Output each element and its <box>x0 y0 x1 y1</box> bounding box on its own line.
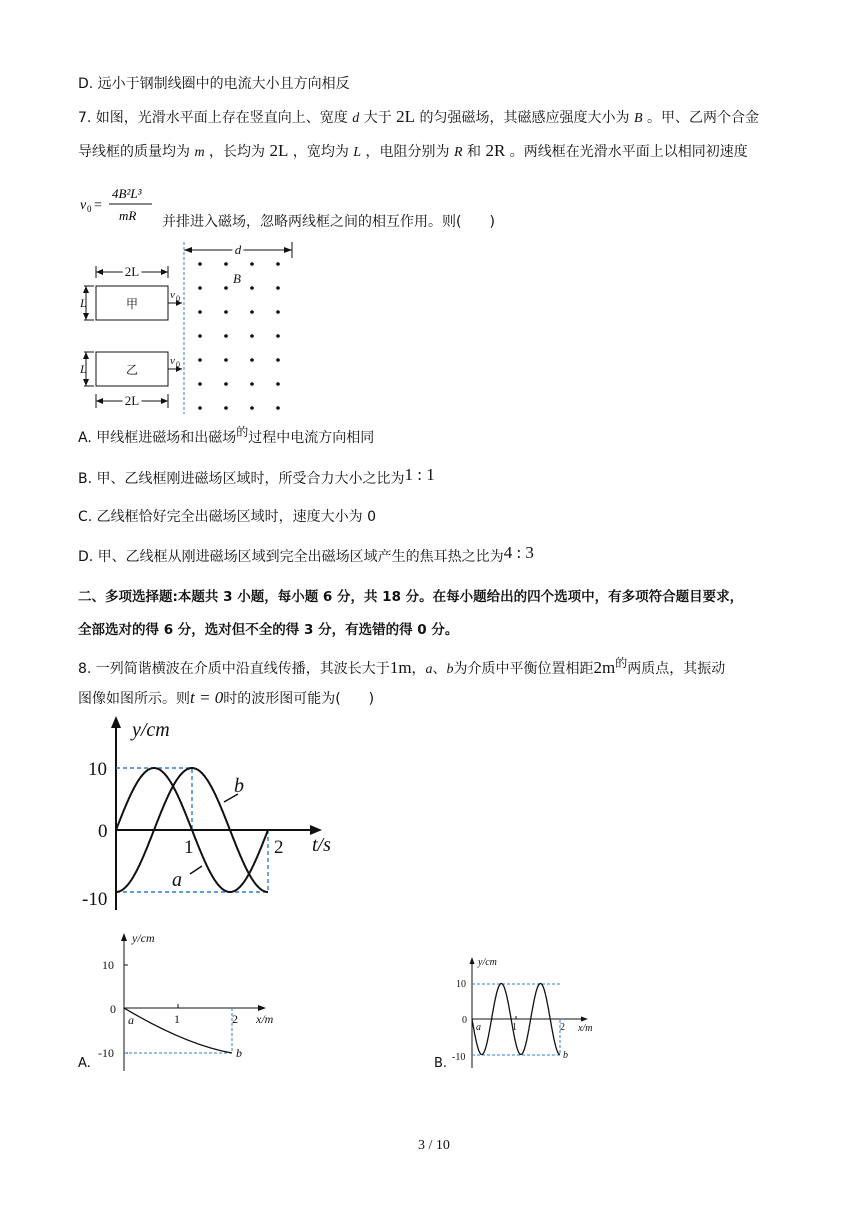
q8-math-2m: 2m <box>593 658 616 677</box>
q7-option-c: C. 乙线框恰好完全出磁场区域时，速度大小为 0 <box>78 509 377 525</box>
length-top-label: 2L <box>124 264 140 279</box>
field-dot <box>250 310 254 314</box>
section2-header-line2: 全部选对的得 6 分，选对但不全的得 3 分，有选错的得 0 分。 <box>78 622 459 638</box>
q7-text: ，宽均为 <box>292 144 349 160</box>
y-tick-0: 0 <box>98 821 108 842</box>
x-tick-1: 1 <box>184 837 194 858</box>
y-axis-label: y/cm <box>132 719 170 741</box>
q8-math-1m: 1m <box>389 658 412 677</box>
q7-var-L: L <box>353 145 362 160</box>
curve-a-label: a <box>172 869 182 891</box>
field-dot <box>224 262 228 266</box>
section2-header-line1: 二、多项选择题:本题共 3 小题，每小题 6 分，共 18 分。在每小题给出的四个选项中，有多项符合题目要求， <box>78 589 744 605</box>
point-a-label: a <box>476 1022 481 1033</box>
formula-numerator: 4B²L³ <box>112 186 142 201</box>
q7-option-a-text2: 过程中电流方向相同 <box>248 430 375 446</box>
q7-option-a <box>78 425 375 448</box>
field-dot <box>276 286 280 290</box>
y-tick-0: 0 <box>462 1015 467 1026</box>
q7-option-b-text: B. 甲、乙线框刚进磁场区域时，所受合力大小之比为 <box>78 471 405 487</box>
field-dot <box>224 406 228 410</box>
v0-label-jia: v <box>170 289 175 301</box>
q7-math-2L: 2L <box>269 141 289 160</box>
option-a-letter: A. <box>78 1056 91 1071</box>
y-axis-label: y/cm <box>132 931 155 945</box>
q8-option-b-graph <box>432 950 607 1075</box>
x-tick-2: 2 <box>560 1022 565 1033</box>
field-dot <box>276 262 280 266</box>
q7-text: ，电阻分别为 <box>365 144 450 160</box>
point-b-label: b <box>236 1046 242 1060</box>
q7-text: 大于 <box>363 110 392 126</box>
q7-magnetic-field-figure <box>76 238 306 418</box>
point-b-label: b <box>563 1050 568 1061</box>
v0-label-yi: v <box>170 355 175 367</box>
height-jia-label: L <box>80 296 87 310</box>
y-tick-neg10: -10 <box>82 889 108 910</box>
guide-top <box>116 768 192 830</box>
q7-math-2L: 2L <box>396 107 416 126</box>
field-dot <box>224 334 228 338</box>
field-dot <box>198 334 202 338</box>
q8-math-t0: t = 0 <box>190 688 224 707</box>
y-tick-neg10: -10 <box>98 1046 114 1060</box>
y-tick-10: 10 <box>102 958 114 972</box>
x-tick-2: 2 <box>232 1012 238 1026</box>
formula-denominator: mR <box>119 208 137 223</box>
q8-vibration-graph <box>76 712 356 917</box>
frame-jia-label: 甲 <box>125 297 139 311</box>
q8-text: 图像如图所示。则 <box>78 691 190 707</box>
q8-stem-line2 <box>78 688 374 709</box>
field-dot <box>250 262 254 266</box>
svg-text:=: = <box>94 198 102 213</box>
q8-text: 为介质中平衡位置相距 <box>453 661 594 677</box>
q7-text: 的匀强磁场，其磁感应强度大小为 <box>419 110 630 126</box>
field-dot <box>224 382 228 386</box>
q7-text: 导线框的质量均为 <box>78 144 190 160</box>
q7-text: 7. 如图，光滑水平面上存在竖直向上、宽度 <box>78 110 348 126</box>
field-dot <box>198 358 202 362</box>
frame-yi-label: 乙 <box>125 363 139 377</box>
field-dot <box>250 406 254 410</box>
q8-text: 、 <box>432 661 447 677</box>
q8-text-de: 的 <box>615 656 628 670</box>
field-dot <box>250 382 254 386</box>
page-number: 3 / 10 <box>418 1138 450 1153</box>
q8-text: 时的波形图可能为( ) <box>223 691 375 707</box>
q7-v0-formula <box>80 182 160 226</box>
x-axis-label: x/m <box>256 1012 274 1026</box>
q7-var-B: B <box>633 111 643 126</box>
field-dot <box>198 262 202 266</box>
x-axis-label: t/s <box>312 834 331 856</box>
q8-text: 8. 一列简谐横波在介质中沿直线传播，其波长大于 <box>78 661 390 677</box>
x-tick-1: 1 <box>174 1012 180 1026</box>
field-dot <box>224 358 228 362</box>
formula-sub: 0 <box>87 204 92 214</box>
x-tick-2: 2 <box>274 837 284 858</box>
q7-stem-line2 <box>78 141 748 163</box>
q7-text: 。甲、乙两个合金 <box>646 110 759 126</box>
point-a-label: a <box>128 1013 134 1027</box>
y-tick-neg10: -10 <box>452 1052 466 1063</box>
field-dot <box>198 310 202 314</box>
q7-option-d <box>78 543 534 567</box>
q8-text: 两质点，其振动 <box>627 661 726 677</box>
x-tick-1: 1 <box>512 1022 517 1033</box>
q7-option-b-ratio: 1 : 1 <box>404 465 435 484</box>
q7-text: ，长均为 <box>209 144 266 160</box>
field-dot <box>224 310 228 314</box>
field-dot <box>198 406 202 410</box>
q8-var-b: b <box>446 662 454 677</box>
q8-stem-line1 <box>78 658 725 680</box>
q7-option-b <box>78 465 435 489</box>
y-tick-0: 0 <box>110 1002 116 1016</box>
q6-option-d: D. 远小于钢制线圈中的电流大小且方向相反 <box>78 76 350 92</box>
q8-text: ， <box>411 661 426 677</box>
q7-var-m: m <box>194 145 205 160</box>
B-label: B <box>233 271 241 286</box>
q8-var-a: a <box>425 662 433 677</box>
y-tick-10: 10 <box>88 759 107 780</box>
q7-option-d-ratio: 4 : 3 <box>503 543 534 562</box>
q7-option-a-de: 的 <box>236 425 249 439</box>
q7-stem-line1 <box>78 107 759 129</box>
curve-b-label: b <box>234 775 244 797</box>
field-dot <box>276 382 280 386</box>
v0-sub-jia: 0 <box>176 294 180 303</box>
formula-v: v <box>80 198 87 213</box>
height-yi-label: L <box>80 362 87 376</box>
q7-option-a-text: A. 甲线框进磁场和出磁场 <box>78 430 237 446</box>
option-b-letter: B. <box>434 1056 448 1071</box>
d-label: d <box>234 242 242 257</box>
field-dot <box>224 286 228 290</box>
field-dot <box>250 334 254 338</box>
q7-var-R: R <box>453 145 463 160</box>
q7-text: 和 <box>467 144 481 160</box>
field-dot <box>276 358 280 362</box>
field-dot <box>276 406 280 410</box>
length-bottom-label: 2L <box>124 393 140 408</box>
q7-option-d-text: D. 甲、乙线框从刚进磁场区域到完全出磁场区域产生的焦耳热之比为 <box>78 549 504 565</box>
field-dot <box>198 382 202 386</box>
y-tick-10: 10 <box>456 979 466 990</box>
field-dot <box>250 286 254 290</box>
field-dot <box>250 358 254 362</box>
field-dot <box>276 334 280 338</box>
q7-math-2R: 2R <box>485 141 506 160</box>
q7-text: 。两线框在光滑水平面上以相同初速度 <box>509 144 748 160</box>
field-dot <box>198 286 202 290</box>
x-axis-label: x/m <box>578 1023 593 1034</box>
field-dot <box>276 310 280 314</box>
y-axis-label: y/cm <box>478 957 497 968</box>
q7-stem-line3: 并排进入磁场，忽略两线框之间的相互作用。则( ) <box>162 214 495 230</box>
v0-sub-yi: 0 <box>176 360 180 369</box>
q8-option-a-graph <box>76 925 286 1075</box>
q7-var-d: d <box>352 111 360 126</box>
